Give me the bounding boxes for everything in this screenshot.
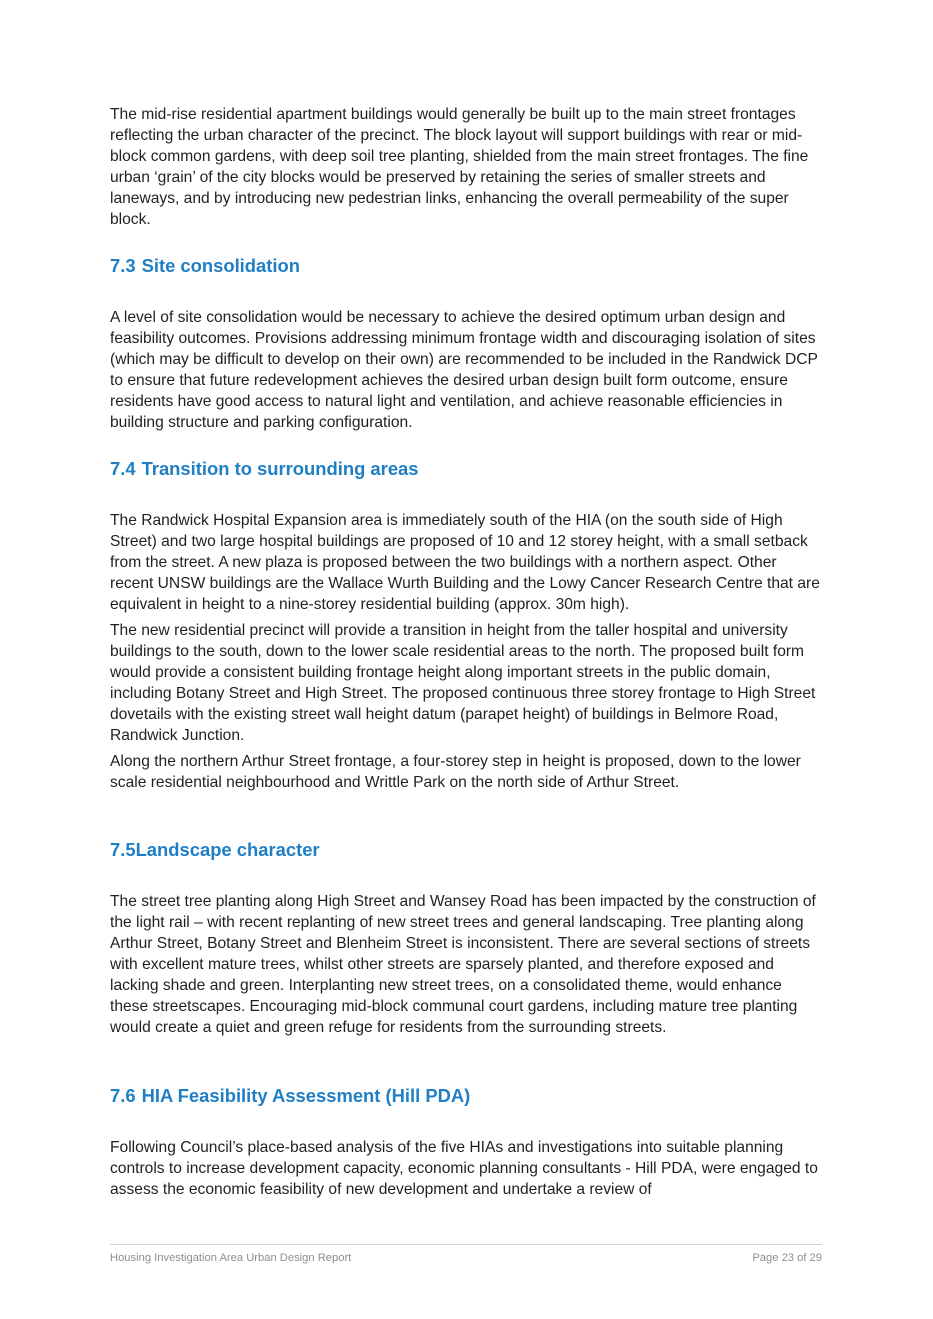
section-number: 7.4 [110,458,136,479]
section-body-7-6 [110,1137,822,1200]
paragraph: Following Council’s place-based analysis of the five HIAs and investigations into suitable planning controls to increase development capacity, economic planning consultants - Hill PDA, were engaged to assess the economic feasibility of new development and undertake a review of [110,1139,818,1198]
section-body-7-4 [110,510,822,793]
intro-paragraph: The mid-rise residential apartment buildings would generally be built up to the main street frontages reflecting the urban character of the precinct. The block layout will support buildings with rear or mid-block common gardens, with deep soil tree planting, shielded from the main street frontages. The fine urban ‘grain’ of the city blocks would be preserved by retaining the series of smaller streets and laneways, and by introducing new pedestrian links, enhancing the overall permeability of the super block. [110,106,809,228]
section-heading-7-6 [110,1084,470,1108]
section-heading-7-3 [110,254,300,278]
section-number: 7.3 [110,255,136,276]
paragraph: A level of site consolidation would be necessary to achieve the desired optimum urban design and feasibility outcomes. Provisions addressing minimum frontage width and discouraging isolation of sites (which may be difficult to develop on their own) are recommended to be included in the Randwick DCP to ensure that future redevelopment achieves the desired urban design built form outcome, ensure residents have good access to natural light and ventilation, and achieve reasonable efficiencies in building structure and parking configuration. [110,309,818,431]
footer-report-title: Housing Investigation Area Urban Design Report [110,1252,352,1264]
paragraph: Along the northern Arthur Street frontage, a four-storey step in height is proposed, down to the lower scale residential neighbourhood and Writtle Park on the north side of Arthur Street. [110,753,801,791]
section-title: Transition to surrounding areas [141,458,419,479]
section-body-7-5 [110,891,822,1038]
paragraph: The Randwick Hospital Expansion area is immediately south of the HIA (on the south side of High Street) and two large hospital buildings are proposed of 10 and 12 storey height, with a small setback from the street. A new plaza is proposed between the two buildings with a northern aspect. Other recent UNSW buildings are the Wallace Wurth Building and the Lowy Cancer Research Centre that are equivalent in height to a nine-storey residential building (approx. 30m high). [110,512,820,613]
section-heading-7-5 [110,838,320,862]
footer-page-number: Page 23 of 29 [752,1252,822,1264]
paragraph: The new residential precinct will provide a transition in height from the taller hospital and university buildings to the south, down to the lower scale residential areas to the north. The proposed built form would provide a consistent building frontage height along important streets in the public domain, including Botany Street and High Street. The proposed continuous three storey frontage to High Street dovetails with the existing street wall height datum (parapet height) of buildings in Belmore Road, Randwick Junction. [110,622,816,744]
section-number: 7.5 [110,839,136,860]
section-title: Site consolidation [141,255,300,276]
section-title: HIA Feasibility Assessment (Hill PDA) [141,1085,471,1106]
footer-divider [110,1244,822,1245]
section-number: 7.6 [110,1085,136,1106]
section-title: Landscape character [135,839,320,860]
paragraph: The street tree planting along High Street and Wansey Road has been impacted by the construction of the light rail – with recent replanting of new street trees and general landscaping. Tree planting along Arthur Street, Botany Street and Blenheim Street is inconsistent. There are several sections of streets with excellent mature trees, whilst other streets are sparsely planted, and therefore exposed and lacking shade and green. Interplanting new street trees, on a consolidated theme, would enhance these streetscapes. Encouraging mid-block communal court gardens, including mature tree planting would create a quiet and green refuge for residents from the surrounding streets. [110,893,816,1036]
section-heading-7-4 [110,457,419,481]
section-body-7-3 [110,307,822,433]
